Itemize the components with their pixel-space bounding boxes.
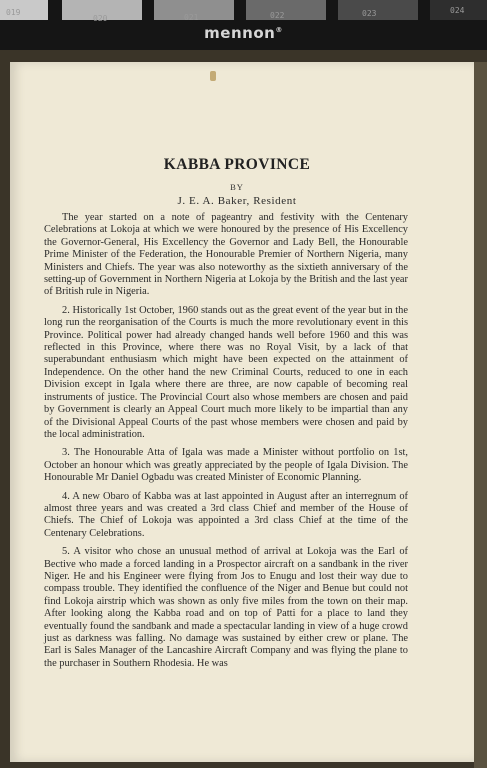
paragraph: 5. A visitor who chose an unusual method of arrival at Lokoja was the Earl of Bective who made a forced landing in a Prospector aircraft on a sandbank in the river Niger. He and his Engineer were flying from Jos to Enugu and lost their way due to compass trouble. They identified the confluence of the Niger and Benue but could not find Lokoja airstrip which was shown as only five miles from the town on their map. After looking along the Kabba road and on top of Patti for a place to land they eventually found the sandbank and made a spectacular landing in view of a huge crowd just as darkness was falling. No damage was sustained by either crew or plane. The Earl is Sales Manager of the Lancashire Aircraft Company and was flying the plane to the purchaser in Southern Rhodesia. He was — [44, 546, 408, 669]
byline-label: BY — [230, 182, 244, 192]
scale-label: 022 — [270, 11, 285, 20]
page-stain — [210, 71, 216, 81]
page-edge — [474, 62, 487, 768]
author-line: J. E. A. Baker, Resident — [177, 195, 297, 207]
paragraph: 2. Historically 1st October, 1960 stands out as the great event of the year but in the long run the reorganisation of the Courts is much the more revolutionary event in this Province. Political power had already changed hands well before 1960 and this was reflected in this Province, where there was no Royal Visit, by a lack of that superabundant enthusiasm which might have been expected on the attainment of Independence. On the other hand the new Criminal Courts, reduced to one in each Division except in Igala where there are three, are now capable of becoming real instruments of justice. The Provincial Court also whose members are chosen and paid by Government is clearly an Appeal Court much more likely to be impartial than any of the Divisional Appeal Courts of the past whose members were chosen and paid by the local administration. — [44, 304, 408, 440]
paragraph: 4. A new Obaro of Kabba was at last appointed in August after an interregnum of almost three years and was created a 3rd class Chief and member of the House of Chiefs. The Chief of Lokoja was appointed a 3rd class Chief at the time of the Centenary Celebrations. — [44, 490, 408, 539]
paragraph: The year started on a note of pageantry and festivity with the Centenary Celebrations at Lokoja at which we were honoured by the presence of His Excellency the Governor-General, His Excellency the Governor and Lady Bell, the Honourable Prime Minister of the Federation, the Honourable Premier of Northern Nigeria, many Ministers and Chiefs. The year was also noteworthy as the sixtieth anniversary of the setting-up of Government in Northern Nigeria at Lokoja by the British and the last year of British rule in Nigeria. — [44, 212, 408, 298]
gray-patch-5 — [338, 0, 418, 20]
scale-label: 024 — [450, 6, 465, 15]
gray-patch-4 — [246, 0, 326, 20]
scale-label: 023 — [362, 9, 377, 18]
article-body — [44, 212, 408, 676]
scale-label: 019 — [6, 8, 21, 17]
paragraph: 3. The Honourable Atta of Igala was made a Minister without portfolio on 1st, October an honour which was greatly appreciated by the people of Igala Division. The Honourable Mr Daniel Ogbadu was created Minister of Economic Planning. — [44, 447, 408, 484]
scanner-brand-logo: mennon® — [204, 24, 283, 42]
scale-label: 021 — [184, 13, 199, 22]
scale-label: 020 — [93, 14, 108, 23]
page-title: KABBA PROVINCE — [163, 156, 311, 173]
